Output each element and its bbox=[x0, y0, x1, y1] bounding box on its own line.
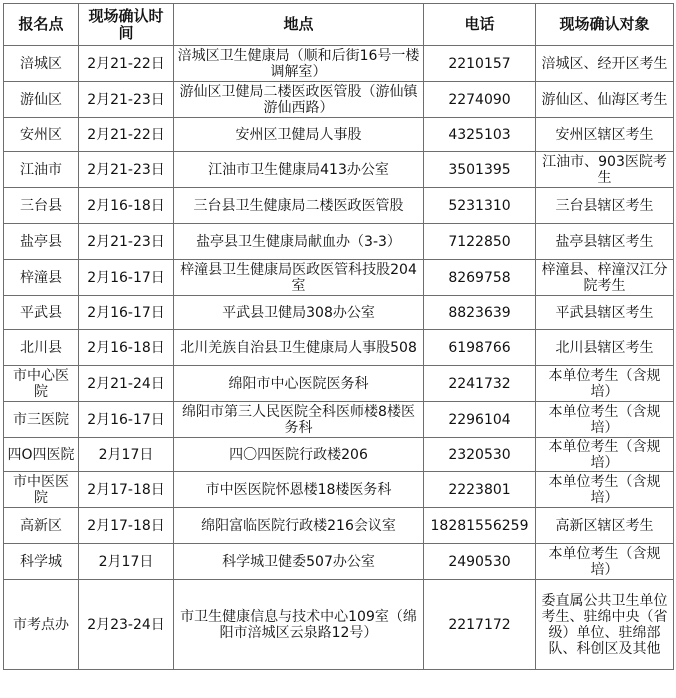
table-row bbox=[4, 152, 674, 188]
cell-phone: 4325103 bbox=[424, 118, 536, 152]
cell-location: 市卫生健康信息与技术中心109室（绵阳市涪城区云泉路12号） bbox=[174, 580, 424, 670]
header-time: 现场确认时间 bbox=[79, 4, 174, 46]
cell-phone: 8269758 bbox=[424, 260, 536, 296]
cell-phone: 2210157 bbox=[424, 46, 536, 82]
cell-time: 2月23-24日 bbox=[79, 580, 174, 670]
cell-phone: 2274090 bbox=[424, 82, 536, 118]
cell-target: 安州区辖区考生 bbox=[536, 118, 674, 152]
cell-time: 2月16-18日 bbox=[79, 330, 174, 366]
cell-site: 市考点办 bbox=[4, 580, 79, 670]
cell-time: 2月21-23日 bbox=[79, 224, 174, 260]
cell-phone: 2320530 bbox=[424, 438, 536, 472]
table-row bbox=[4, 366, 674, 402]
confirmation-schedule-table bbox=[3, 3, 674, 670]
cell-location: 四〇四医院行政楼206 bbox=[174, 438, 424, 472]
cell-location: 绵阳市中心医院医务科 bbox=[174, 366, 424, 402]
cell-phone: 2490530 bbox=[424, 544, 536, 580]
cell-site: 市三医院 bbox=[4, 402, 79, 438]
cell-target: 盐亭县辖区考生 bbox=[536, 224, 674, 260]
cell-target: 本单位考生（含规培） bbox=[536, 402, 674, 438]
cell-time: 2月17-18日 bbox=[79, 508, 174, 544]
cell-location: 安州区卫健局人事股 bbox=[174, 118, 424, 152]
cell-location: 平武县卫健局308办公室 bbox=[174, 296, 424, 330]
table-row bbox=[4, 508, 674, 544]
cell-time: 2月16-17日 bbox=[79, 402, 174, 438]
table-row bbox=[4, 118, 674, 152]
cell-site: 梓潼县 bbox=[4, 260, 79, 296]
cell-target: 梓潼县、梓潼汉江分院考生 bbox=[536, 260, 674, 296]
cell-location: 盐亭县卫生健康局献血办（3-3） bbox=[174, 224, 424, 260]
cell-target: 本单位考生（含规培） bbox=[536, 438, 674, 472]
cell-site: 四O四医院 bbox=[4, 438, 79, 472]
table-row bbox=[4, 472, 674, 508]
cell-time: 2月16-18日 bbox=[79, 188, 174, 224]
cell-target: 游仙区、仙海区考生 bbox=[536, 82, 674, 118]
cell-target: 本单位考生（含规培） bbox=[536, 366, 674, 402]
cell-phone: 2217172 bbox=[424, 580, 536, 670]
cell-location: 市中医医院怀恩楼18楼医务科 bbox=[174, 472, 424, 508]
cell-location: 绵阳富临医院行政楼216会议室 bbox=[174, 508, 424, 544]
cell-phone: 7122850 bbox=[424, 224, 536, 260]
cell-location: 科学城卫健委507办公室 bbox=[174, 544, 424, 580]
cell-target: 江油市、903医院考生 bbox=[536, 152, 674, 188]
cell-location: 游仙区卫健局二楼医政医管股（游仙镇游仙西路） bbox=[174, 82, 424, 118]
cell-location: 梓潼县卫生健康局医政医管科技股204室 bbox=[174, 260, 424, 296]
table-row bbox=[4, 188, 674, 224]
cell-time: 2月21-23日 bbox=[79, 82, 174, 118]
table-row bbox=[4, 580, 674, 670]
cell-time: 2月17-18日 bbox=[79, 472, 174, 508]
cell-target: 委直属公共卫生单位考生、驻绵中央（省级）单位、驻绵部队、科创区及其他 bbox=[536, 580, 674, 670]
cell-site: 盐亭县 bbox=[4, 224, 79, 260]
cell-time: 2月16-17日 bbox=[79, 260, 174, 296]
cell-time: 2月17日 bbox=[79, 544, 174, 580]
cell-phone: 8823639 bbox=[424, 296, 536, 330]
cell-site: 三台县 bbox=[4, 188, 79, 224]
cell-site: 平武县 bbox=[4, 296, 79, 330]
cell-site: 安州区 bbox=[4, 118, 79, 152]
cell-site: 江油市 bbox=[4, 152, 79, 188]
header-target: 现场确认对象 bbox=[536, 4, 674, 46]
cell-site: 科学城 bbox=[4, 544, 79, 580]
table-row bbox=[4, 402, 674, 438]
cell-time: 2月17日 bbox=[79, 438, 174, 472]
header-location: 地点 bbox=[174, 4, 424, 46]
cell-phone: 6198766 bbox=[424, 330, 536, 366]
table-row bbox=[4, 296, 674, 330]
cell-location: 涪城区卫生健康局（顺和后街16号一楼调解室） bbox=[174, 46, 424, 82]
cell-site: 涪城区 bbox=[4, 46, 79, 82]
cell-site: 高新区 bbox=[4, 508, 79, 544]
cell-site: 市中心医院 bbox=[4, 366, 79, 402]
cell-target: 北川县辖区考生 bbox=[536, 330, 674, 366]
cell-location: 三台县卫生健康局二楼医政医管股 bbox=[174, 188, 424, 224]
table-row bbox=[4, 82, 674, 118]
cell-site: 北川县 bbox=[4, 330, 79, 366]
cell-target: 本单位考生（含规培） bbox=[536, 544, 674, 580]
cell-site: 市中医医院 bbox=[4, 472, 79, 508]
table-row bbox=[4, 260, 674, 296]
table-row bbox=[4, 438, 674, 472]
table-row bbox=[4, 330, 674, 366]
cell-phone: 2241732 bbox=[424, 366, 536, 402]
cell-time: 2月21-22日 bbox=[79, 46, 174, 82]
cell-phone: 5231310 bbox=[424, 188, 536, 224]
cell-phone: 2296104 bbox=[424, 402, 536, 438]
cell-location: 绵阳市第三人民医院全科医师楼8楼医务科 bbox=[174, 402, 424, 438]
cell-target: 三台县辖区考生 bbox=[536, 188, 674, 224]
header-site: 报名点 bbox=[4, 4, 79, 46]
cell-target: 本单位考生（含规培） bbox=[536, 472, 674, 508]
cell-target: 涪城区、经开区考生 bbox=[536, 46, 674, 82]
cell-location: 北川羌族自治县卫生健康局人事股508 bbox=[174, 330, 424, 366]
cell-time: 2月21-23日 bbox=[79, 152, 174, 188]
cell-site: 游仙区 bbox=[4, 82, 79, 118]
table-row bbox=[4, 544, 674, 580]
cell-time: 2月16-17日 bbox=[79, 296, 174, 330]
cell-location: 江油市卫生健康局413办公室 bbox=[174, 152, 424, 188]
cell-target: 平武县辖区考生 bbox=[536, 296, 674, 330]
cell-target: 高新区辖区考生 bbox=[536, 508, 674, 544]
cell-time: 2月21-24日 bbox=[79, 366, 174, 402]
table-row bbox=[4, 224, 674, 260]
cell-phone: 2223801 bbox=[424, 472, 536, 508]
cell-time: 2月21-22日 bbox=[79, 118, 174, 152]
cell-phone: 18281556259 bbox=[424, 508, 536, 544]
table-header-row bbox=[4, 4, 674, 46]
table-row bbox=[4, 46, 674, 82]
cell-phone: 3501395 bbox=[424, 152, 536, 188]
header-phone: 电话 bbox=[424, 4, 536, 46]
